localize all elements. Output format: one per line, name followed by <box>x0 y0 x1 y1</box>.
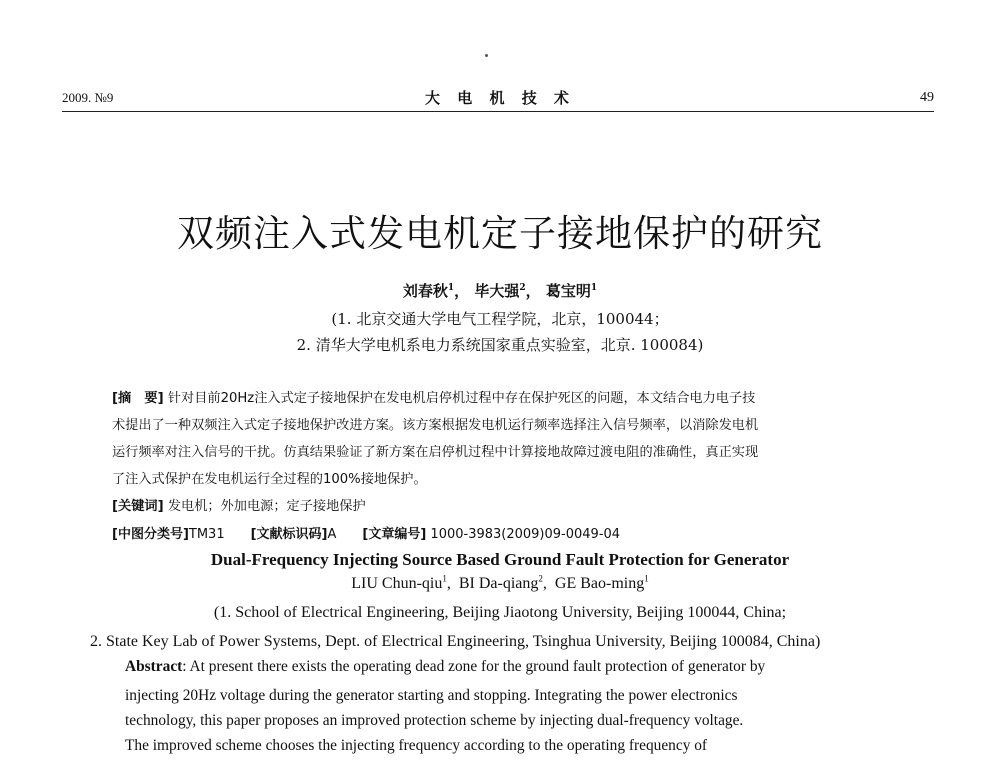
authors-cn: 刘春秋$^1$， 毕大强$^2$， 葛宝明$^1$ <box>402 282 598 300</box>
author-affil-mark: 1 <box>442 573 447 584</box>
author-name: 刘春秋 <box>402 282 448 300</box>
header-rule <box>62 111 934 112</box>
keywords-cn <box>112 495 366 514</box>
abstract-cn-line: 术提出了一种双频注入式定子接地保护改进方案。该方案根据发电机运行频率选择注入信号频率，以消除发电机 <box>112 418 759 433</box>
abstract-en-line: technology, this paper proposes an improved protection scheme by injecting dual-frequency voltage. <box>125 712 744 729</box>
journal-name: 大 电 机 技 术 <box>425 89 575 107</box>
abstract-cn-line <box>112 387 755 406</box>
affiliation-cn-2: 2. 清华大学电机系电力系统国家重点实验室，北京. 100084) <box>296 336 704 354</box>
author-affil-mark: 2 <box>538 573 543 584</box>
author-affil-mark: 2 <box>519 283 526 293</box>
issue-number: 2009. №9 <box>62 90 114 105</box>
author-name-en: GE Bao-ming <box>554 575 645 592</box>
page-number: 49 <box>920 90 934 105</box>
abstract-cn-line: 运行频率对注入信号的干扰。仿真结果验证了新方案在启停机过程中计算接地故障过渡电阻的准确性，真正实现 <box>112 445 759 460</box>
abstract-en-line: The improved scheme chooses the injecting frequency according to the operating frequency of <box>125 737 708 754</box>
authors-en: LIU Chun-qiu$^1$, BI Da-qiang$^2$, GE Bao-ming$^1$ <box>351 573 649 592</box>
affiliation-cn-1: (1. 北京交通大学电气工程学院，北京，100044； <box>331 310 669 328</box>
abstract-en-label: Abstract <box>125 658 183 675</box>
author-affil-mark: 1 <box>644 573 649 584</box>
author-name-en: BI Da-qiang <box>458 575 539 592</box>
abstract-en-line <box>125 658 765 676</box>
affiliation-en-2: 2. State Key Lab of Power Systems, Dept. of Electrical Engineering, Tsinghua University, Beijing 100084, China) <box>90 633 821 650</box>
abstract-cn-text: 针对目前20Hz注入式定子接地保护在发电机启停机过程中存在保护死区的问题，本文结合电力电子技 <box>167 391 756 406</box>
article-no-value: 1000-3983(2009)09-0049-04 <box>430 527 621 542</box>
author-name-en: LIU Chun-qiu <box>351 575 443 592</box>
author-name: 葛宝明 <box>545 282 591 300</box>
abstract-cn-line: 了注入式保护在发电机运行全过程的100%接地保护。 <box>112 472 427 487</box>
abstract-en-text: : At present there exists the operating dead zone for the ground fault protection of generator by <box>182 658 766 675</box>
scan-speck <box>485 54 488 57</box>
classification-line <box>112 523 620 542</box>
clc-label: [中图分类号] <box>112 527 189 542</box>
author-affil-mark: 1 <box>590 283 598 293</box>
doc-code-label: [文献标识码] <box>250 527 328 542</box>
keywords-cn-label: [关键词] <box>112 499 164 514</box>
paper-title: 双频注入式发电机定子接地保护的研究 <box>177 212 823 255</box>
author-affil-mark: 1 <box>447 283 455 293</box>
english-title: Dual-Frequency Injecting Source Based Ground Fault Protection for Generator <box>210 550 790 569</box>
clc-value: TM31 <box>188 527 225 542</box>
abstract-en-line: injecting 20Hz voltage during the generator starting and stopping. Integrating the power electronics <box>125 687 738 704</box>
article-no-label: [文章编号] <box>362 527 427 542</box>
doc-code-value: A <box>327 527 337 542</box>
affiliation-en-1: (1. School of Electrical Engineering, Beijing Jiaotong University, Beijing 100044, China; <box>213 604 787 621</box>
abstract-cn-label: [摘 要] <box>112 391 164 406</box>
keywords-cn-text: 发电机；外加电源；定子接地保护 <box>167 499 366 514</box>
author-name: 毕大强 <box>474 282 520 300</box>
